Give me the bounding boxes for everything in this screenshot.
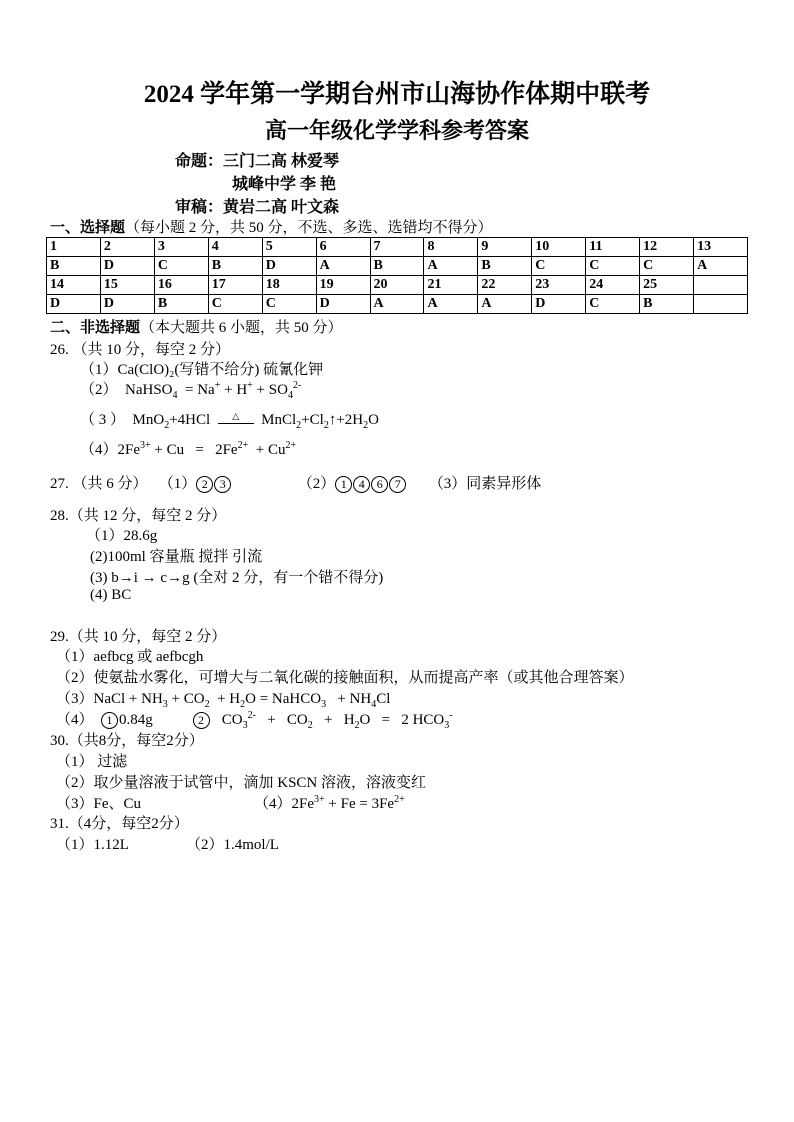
table-cell: B — [370, 257, 424, 276]
table-cell: B — [640, 295, 694, 314]
q27-part2-label: （2） — [297, 476, 336, 492]
table-cell: C — [586, 295, 640, 314]
table-cell: 24 — [586, 276, 640, 295]
author-line-2: 城峰中学 李 艳 — [232, 176, 337, 193]
q26-answer-4-label: （4） — [80, 442, 118, 458]
page-title: 2024 学年第一学期台州市山海协作体期中联考 — [143, 81, 651, 108]
table-cell: 25 — [640, 276, 694, 295]
table-cell: B — [478, 257, 532, 276]
table-cell: 18 — [262, 276, 316, 295]
table-cell: 13 — [694, 238, 748, 257]
heating-condition-mark: △ — [218, 414, 254, 424]
section2-title: 二、非选择题 — [50, 320, 141, 336]
table-row — [47, 238, 748, 257]
q28-answer-2: (2)100ml 容量瓶 搅拌 引流 — [90, 549, 263, 565]
q26-answer-2: （2） NaHSO$_4$ = $Na^+ + H^+ + SO_4^{2-}$ — [80, 380, 302, 401]
section2-heading — [50, 316, 343, 337]
q26-answer-3: （ 3 ） MnO$_2$+4HCl △ $MnCl_2+Cl_2↑+2H_2O$ — [80, 411, 379, 431]
table-cell: 19 — [316, 276, 370, 295]
q31-heading: 31.（4分，每空2分） — [50, 816, 189, 832]
q28-answer-1: （1）28.6g — [86, 528, 158, 544]
table-cell: C — [262, 295, 316, 314]
table-cell: 4 — [208, 238, 262, 257]
table-cell: C — [154, 257, 208, 276]
table-cell: 5 — [262, 238, 316, 257]
q30-heading: 30.（共8分，每空2分） — [50, 733, 204, 749]
section1-heading — [50, 216, 493, 237]
q26-answer-2-label: （2） — [80, 382, 118, 398]
table-cell: 22 — [478, 276, 532, 295]
q27-part3: （3）同素异形体 — [428, 476, 542, 492]
table-cell: A — [370, 295, 424, 314]
q29-answer-4-label: （4） — [56, 712, 94, 728]
q28-answer-3: (3) b→i → c→g (全对 2 分，有一个错不得分) — [90, 570, 384, 586]
table-cell: 21 — [424, 276, 478, 295]
table-cell: 23 — [532, 276, 586, 295]
table-cell: 12 — [640, 238, 694, 257]
q30-answer-2: （2）取少量溶液于试管中，滴加 KSCN 溶液，溶液变红 — [56, 775, 427, 791]
table-cell: 7 — [370, 238, 424, 257]
q31-answer-1: （1）1.12L — [56, 837, 129, 853]
q29-heading: 29.（共 10 分，每空 2 分） — [50, 629, 227, 645]
section1-note: （每小题 2 分，共 50 分，不选、多选、选错均不得分） — [125, 220, 493, 236]
q28-heading: 28.（共 12 分，每空 2 分） — [50, 508, 227, 524]
table-cell: 3 — [154, 238, 208, 257]
table-cell: 9 — [478, 238, 532, 257]
q30-answer-3: （3）Fe、Cu — [56, 796, 142, 812]
table-cell: A — [424, 295, 478, 314]
q27-heading: 27. （共 6 分） — [50, 476, 148, 492]
q29-mass: 0.84g — [119, 712, 153, 728]
section2-note: （本大题共 6 小题，共 50 分） — [140, 320, 343, 336]
table-row — [47, 276, 748, 295]
table-cell: D — [316, 295, 370, 314]
q27-part1-label: （1） — [158, 476, 197, 492]
table-cell: D — [100, 257, 154, 276]
table-cell: 15 — [100, 276, 154, 295]
table-cell: 16 — [154, 276, 208, 295]
q26-heading: 26. （共 10 分，每空 2 分） — [50, 342, 231, 358]
table-row — [47, 295, 748, 314]
table-cell: A — [424, 257, 478, 276]
table-cell: B — [208, 257, 262, 276]
table-cell: C — [208, 295, 262, 314]
table-cell: A — [316, 257, 370, 276]
section1-title: 一、选择题 — [50, 220, 126, 236]
table-cell: C — [586, 257, 640, 276]
q29-answer-3: （3）NaCl + $NH_3 + CO_2 + H_2O$ = NaHCO$_3$ + $NH_4Cl$ — [56, 691, 391, 710]
table-cell — [694, 276, 748, 295]
table-cell: D — [47, 295, 101, 314]
q26-answer-4: $(4)2Fe^{3+} + Cu = 2Fe^{2+} + Cu^{2+}$ — [80, 440, 297, 458]
table-cell: A — [478, 295, 532, 314]
table-cell: 8 — [424, 238, 478, 257]
page-subtitle: 高一年级化学学科参考答案 — [264, 118, 529, 143]
q27-line: 27. （共 6 分） （1） 2 3 （2） 1 4 6 7 （3）同素异形体 — [50, 476, 542, 492]
table-cell: 20 — [370, 276, 424, 295]
q29-answer-4: （4） 1 0.84g 2 $CO_3^{2-} + CO_2 + H_2O = 2$ $HCO_3^-$ — [56, 710, 453, 731]
table-cell: 11 — [586, 238, 640, 257]
q30-answer-4: $(4)2Fe^{3+} + Fe = 3Fe^{2+}$ — [254, 794, 405, 812]
author-line-1: 命题：三门二高 林爱琴 — [175, 153, 340, 170]
q28-answer-4: (4) BC — [90, 587, 132, 603]
q29-answer-2: （2）使氨盐水雾化，可增大与二氧化碳的接触面积，从而提高产率（或其他合理答案） — [56, 670, 634, 686]
answer-table — [46, 237, 748, 314]
table-cell: B — [154, 295, 208, 314]
table-cell: 17 — [208, 276, 262, 295]
q26-answer-1: （1）Ca(ClO)₂(写错不给分) 硫氰化钾 — [80, 362, 324, 378]
table-cell: A — [694, 257, 748, 276]
table-row — [47, 257, 748, 276]
table-cell: C — [532, 257, 586, 276]
table-cell: D — [100, 295, 154, 314]
table-cell: 14 — [47, 276, 101, 295]
table-cell: C — [640, 257, 694, 276]
q29-answer-1: （1）aefbcg 或 aefbcgh — [56, 649, 204, 665]
table-cell: B — [47, 257, 101, 276]
table-cell: 10 — [532, 238, 586, 257]
table-cell — [694, 295, 748, 314]
q26-answer-3-label: （ 3 ） — [80, 412, 126, 428]
table-cell: 1 — [47, 238, 101, 257]
reviewer-line: 审稿：黄岩二高 叶文森 — [175, 199, 340, 216]
q30-answer-4-label: （4） — [254, 796, 292, 812]
table-cell: 2 — [100, 238, 154, 257]
table-cell: D — [532, 295, 586, 314]
table-cell: 6 — [316, 238, 370, 257]
table-cell: D — [262, 257, 316, 276]
q31-answer-2: （2）1.4mol/L — [186, 837, 279, 853]
q30-answer-1: （1） 过滤 — [56, 754, 128, 770]
